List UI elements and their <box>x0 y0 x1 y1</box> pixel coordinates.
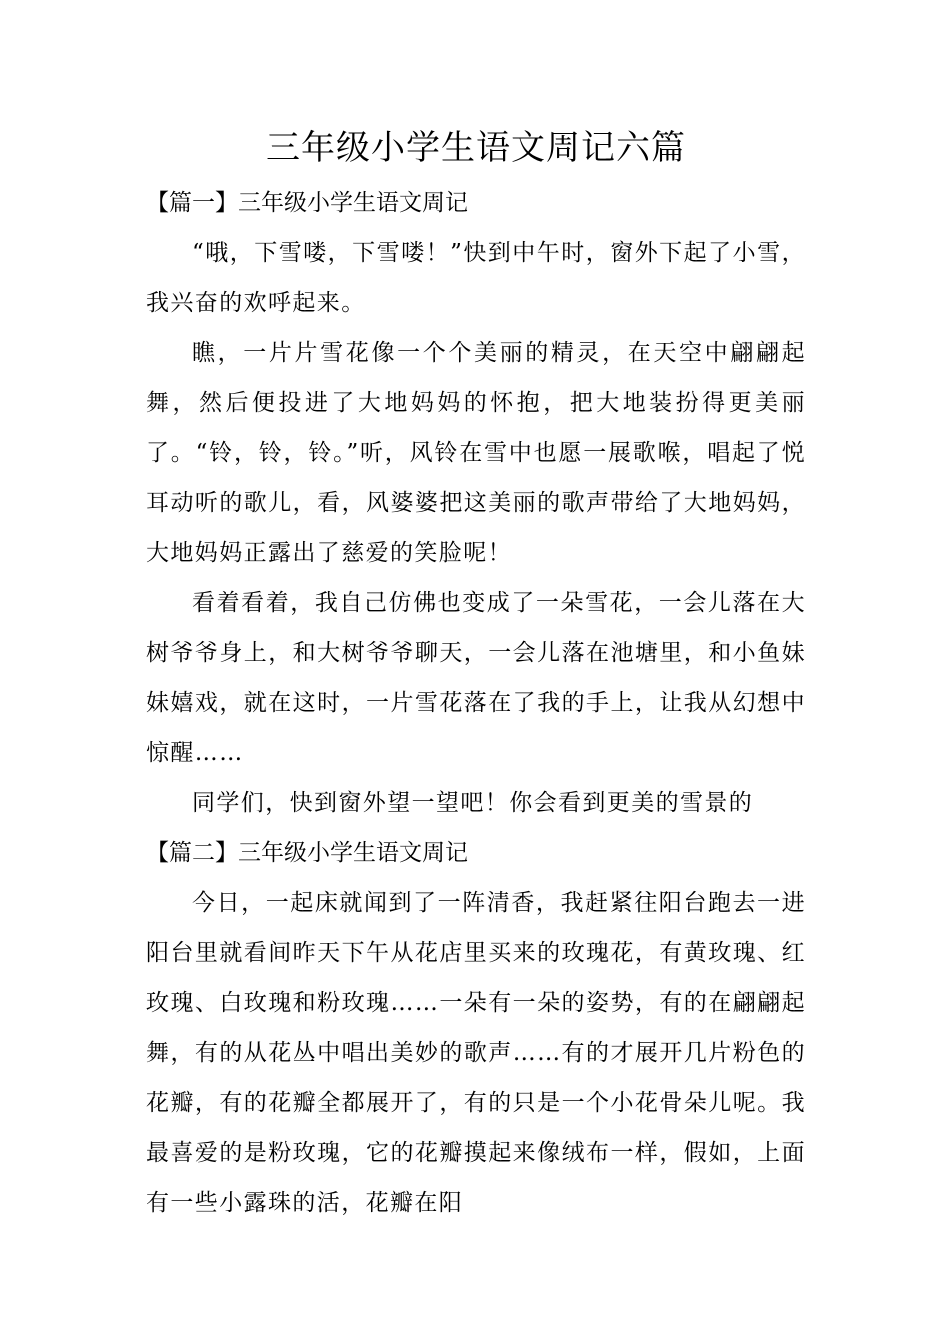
document-page <box>146 118 806 1228</box>
section-1-paragraph-4: 同学们，快到窗外望一望吧！你会看到更美的雪景的 <box>192 790 754 816</box>
section-heading-2: 【篇二】三年级小学生语文周记 <box>146 840 468 866</box>
section-2-paragraph-1: 今日，一起床就闻到了一阵清香，我赶紧往阳台跑去一进阳台里就看间昨天下午从花店里买来的玫瑰花，有黄玫瑰、红玫瑰、白玫瑰和粉玫瑰……一朵有一朵的姿势，有的在翩翩起舞，有的从花丛中唱出美妙的歌声……有的才展开几片粉色的花瓣，有的花瓣全都展开了，有的只是一个小花骨朵儿呢。我最喜爱的是粉玫瑰，它的花瓣摸起来像绒布一样，假如，上面有一些小露珠的活，花瓣在阳 <box>146 890 806 1216</box>
document-title: 三年级小学生语文周记六篇 <box>266 128 686 168</box>
section-1-paragraph-3: 看着看着，我自己仿佛也变成了一朵雪花，一会儿落在大树爷爷身上，和大树爷爷聊天，一会儿落在池塘里，和小鱼妹妹嬉戏，就在这时，一片雪花落在了我的手上，让我从幻想中惊醒…… <box>146 590 806 766</box>
section-1-paragraph-2: 瞧，一片片雪花像一个个美丽的精灵，在天空中翩翩起舞，然后便投进了大地妈妈的怀抱，把大地装扮得更美丽了。“铃，铃，铃。”听，风铃在雪中也愿一展歌喉，唱起了悦耳动听的歌儿，看，风婆婆把这美丽的歌声带给了大地妈妈，大地妈妈正露出了慈爱的笑脸呢！ <box>146 340 806 566</box>
section-1-paragraph-1: “哦，下雪喽，下雪喽！”快到中午时，窗外下起了小雪，我兴奋的欢呼起来。 <box>146 240 806 316</box>
section-heading-1: 【篇一】三年级小学生语文周记 <box>146 190 468 216</box>
